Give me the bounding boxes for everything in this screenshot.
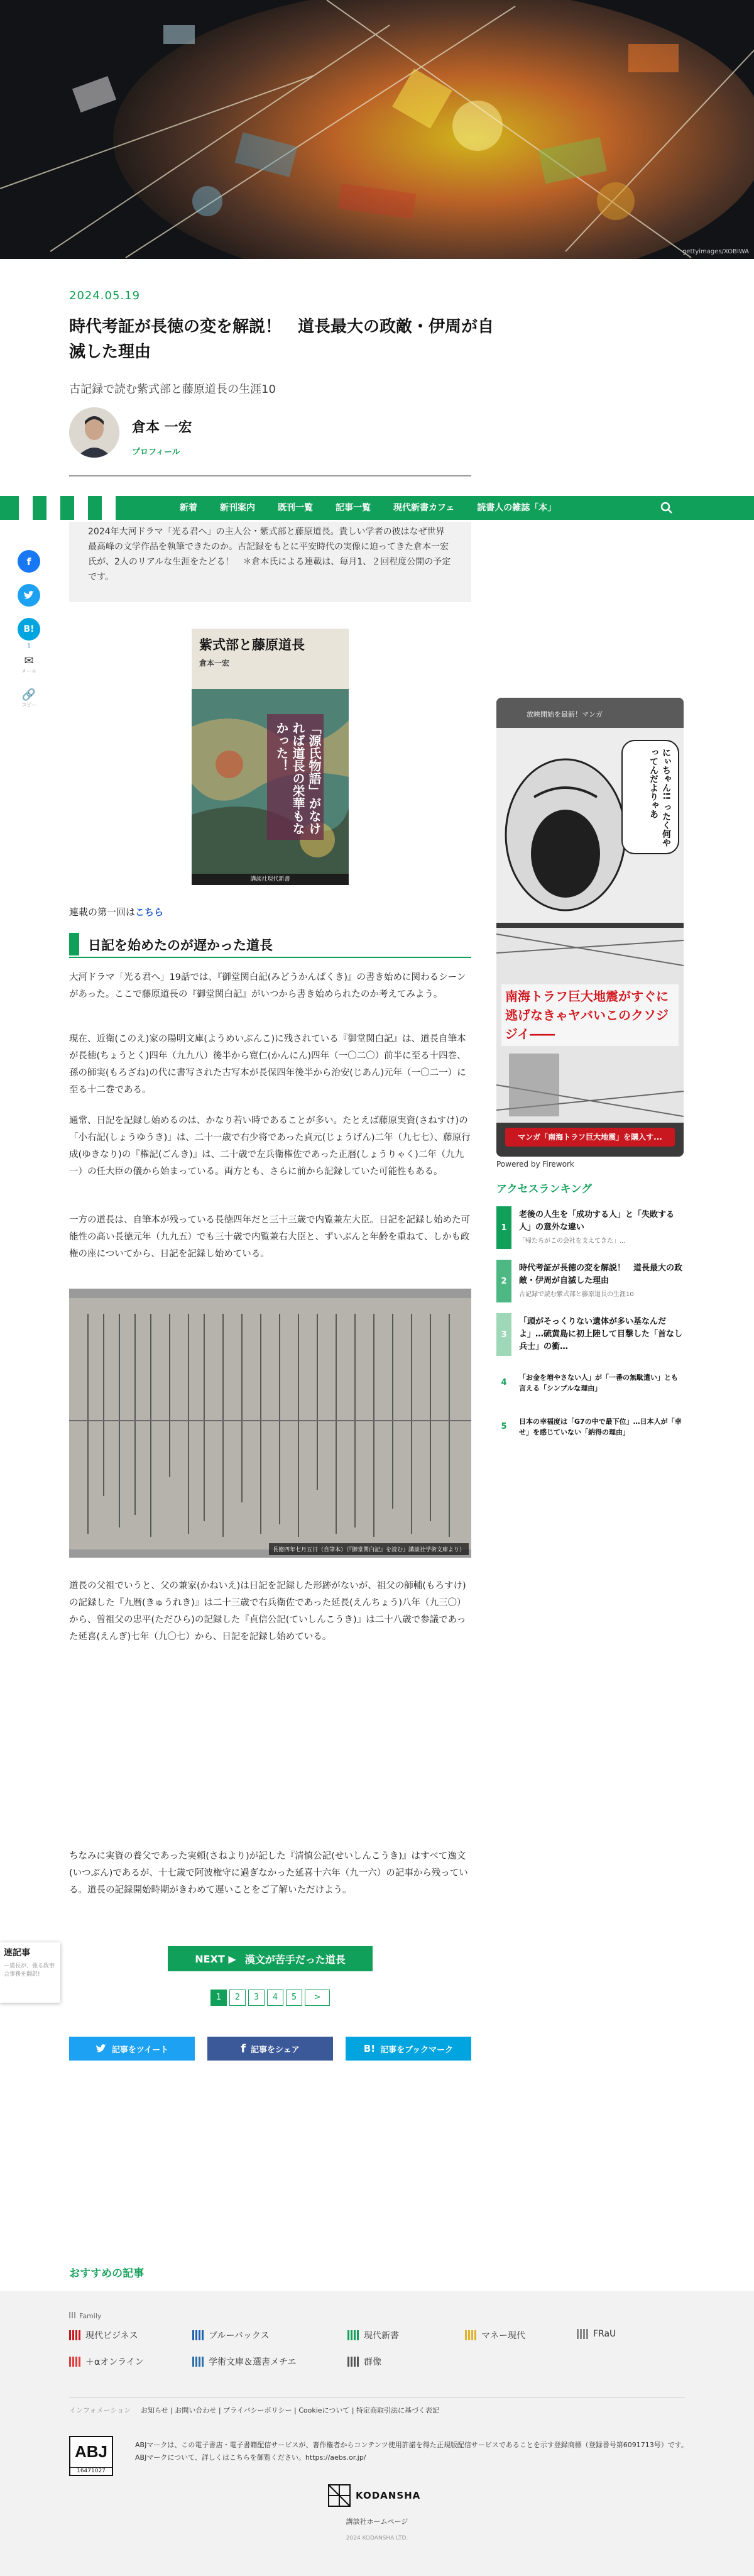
- search-icon[interactable]: [660, 501, 674, 515]
- article-lead: 2024年大河ドラマ「光る君へ」の主人公・紫式部と藤原道長。貴しい学者の彼はなぜ世界最高峰の文学作品を執筆できたのか。古記録をもとに平安時代の実像に迫ってきた倉本一宏氏が、2人のリアルな生涯をたどる！ ＊倉本氏による連載は、毎月1、２回程度公開の予定です。: [69, 522, 471, 602]
- recommended-heading: おすすめの記事: [69, 2267, 145, 2280]
- page-1[interactable]: 1: [210, 1990, 227, 2006]
- book-band: 講談社現代新書: [192, 874, 349, 885]
- abj-number: 16471027: [70, 2467, 112, 2474]
- rank-number: 1: [496, 1206, 511, 1249]
- first-episode-link[interactable]: こちら: [135, 906, 164, 918]
- facebook-share-button[interactable]: [207, 2037, 333, 2061]
- manga-panel-1: [496, 728, 684, 923]
- author-block: [69, 407, 471, 476]
- hero-credit: gettyimages/XOBIWA: [682, 248, 749, 255]
- page-3[interactable]: 3: [248, 1990, 265, 2006]
- copy-label: コピー: [21, 702, 36, 708]
- mail-label: メール: [21, 668, 36, 674]
- nav-cafe[interactable]: 現代新書カフェ: [393, 503, 455, 513]
- family-link-label: 学術文庫＆選書メチエ: [209, 2357, 297, 2367]
- next-label: NEXT ▶: [195, 1952, 236, 1965]
- hb-label: 記事をブックマーク: [380, 2045, 454, 2055]
- rank-title: 「頭がそっくりない遺体が多い基なんだよ」…硫黄島に初上陸して目撃した「首なし兵士」の衝…: [519, 1317, 683, 1351]
- hatena-bookmark-icon[interactable]: B!: [18, 618, 40, 641]
- nav-hon[interactable]: 読書人の雑誌「本」: [477, 503, 557, 513]
- copy-link-icon[interactable]: 🔗 コピー: [18, 688, 40, 708]
- manga-widget[interactable]: [496, 698, 684, 1157]
- ranking-title: アクセスランキング: [496, 1183, 592, 1196]
- manga-panel-1-text: にぃちゃん!! ったく何やってんだよりゃあ: [648, 748, 671, 847]
- book-author: 倉本一宏: [199, 659, 230, 668]
- family-link-label: ＋αオンライン: [85, 2357, 144, 2367]
- kodansha-name: KODANSHA: [356, 2490, 421, 2501]
- related-popup[interactable]: [0, 1942, 60, 2003]
- first-episode-prefix: 連載の第一回は: [69, 906, 136, 918]
- family-link-gendai-business[interactable]: [69, 2329, 138, 2342]
- twitter-icon: [96, 2044, 107, 2054]
- kodansha-home-link[interactable]: 講談社ホームページ: [346, 2518, 408, 2526]
- article-date: 2024.05.19: [69, 289, 141, 302]
- fb-label: 記事をシェア: [251, 2045, 300, 2055]
- next-page-button[interactable]: [168, 1946, 373, 1971]
- page-2[interactable]: 2: [229, 1990, 246, 2006]
- heading-text: 日記を始めたのが遅かった道長: [88, 938, 273, 953]
- paragraph-2: 現在、近衛(このえ)家の陽明文庫(ようめいぶんこ)に残されている『御堂関白記』は、道長自筆本が長徳(ちょうとく)四年（九九八）後半から寛仁(かんにん)四年（一〇二〇）前半に至る十四巻、孫の師実(もろざね)の代に書写された古写本が長保四年後半から治安(じあん)元年（一〇二一）に至る十二巻である。: [69, 1034, 466, 1095]
- tweet-button[interactable]: [69, 2037, 195, 2061]
- rank-title: 時代考証が長徳の変を解説！ 道長最大の政敵・伊周が自滅した理由: [519, 1263, 683, 1285]
- rank-title: 老後の人生を「成功する人」と「失敗する人」の意外な違い: [519, 1210, 675, 1232]
- ranking-item[interactable]: [496, 1367, 684, 1405]
- nav-new[interactable]: 新着: [180, 503, 197, 513]
- facebook-icon: f: [241, 2042, 246, 2056]
- book-head: [192, 629, 349, 689]
- book-title: 紫式部と藤原道長: [199, 637, 305, 652]
- rank-number: 2: [496, 1260, 511, 1302]
- manga-buy-button[interactable]: マンガ「南海トラフ巨大地震」を購入す...: [505, 1128, 675, 1147]
- book-cover-text: 「源氏物語」がなければ道長の栄華もなかった！: [274, 722, 322, 835]
- facebook-share-icon[interactable]: f: [18, 550, 40, 573]
- family-link-label: ブルーバックス: [209, 2331, 270, 2341]
- manuscript-photo: [69, 1289, 471, 1558]
- side-share-bar: [18, 550, 43, 722]
- paragraph-6: ちなみに実資の養父であった実頼(さねより)が記した『清慎公記(せいしんこうき)』はすべて逸文(いつぶん)であるが、十七歳で阿波権守に過ぎなかった延喜十六年（九一六）の記事から残っている。道長の記録開始時期がきわめて遅いことをご了解いただけよう。: [69, 1851, 468, 1895]
- paragraph-5: 道長の父祖でいうと、父の兼家(かねいえ)は日記を記録した形跡がないが、祖父の師輔(もろすけ)の記録した『九暦(きゅうれき)』は二十三歳で右兵衛佐であった延長(えんちょう)八年（九三〇）から、曽祖父の忠平(ただひら)の記録した『貞信公記(ていしんこうき)』は二十八歳で参議であった延喜(えんぎ)七年（九〇七）から、日記を記録し始めている。: [69, 1581, 466, 1642]
- page-next[interactable]: >: [305, 1990, 330, 2006]
- paragraph-4: 一方の道長は、自筆本が残っている長徳四年だと三十三歳で内覧兼左大臣。日記を記録し始めた可能性の高い長徳元年（九九五）でも三十歳で内覧兼右大臣と、ずいぶんと年齢を重ねて、しかも政権の座についてから、日記を記録し始めている。: [69, 1215, 470, 1259]
- tweet-label: 記事をツイート: [111, 2045, 169, 2055]
- rank-title: 日本の幸福度は「G7の中で最下位」…日本人が「幸せ」を感じていない「納得の理由」: [519, 1417, 682, 1436]
- global-nav: [0, 496, 754, 520]
- manga-panel-2: [496, 928, 684, 1123]
- heading-bar: [69, 933, 79, 955]
- author-avatar: [69, 407, 119, 458]
- abj-mark-icon: [69, 2436, 113, 2476]
- hatena-icon: B!: [363, 2043, 376, 2054]
- book-promo[interactable]: [192, 629, 349, 885]
- copyright: 2024 KODANSHA LTD.: [346, 2535, 408, 2541]
- manga-header: 放映開始を最新！マンガ: [496, 698, 684, 728]
- book-cover: [192, 689, 349, 885]
- hatena-bookmark-button[interactable]: [346, 2037, 471, 2061]
- page-5[interactable]: 5: [286, 1990, 302, 2006]
- family-link-frau[interactable]: [577, 2329, 616, 2339]
- ranking-item[interactable]: [496, 1204, 684, 1254]
- rank-number: 3: [496, 1313, 511, 1356]
- rank-subtitle: 「帰たちがこの会社を支えてきた」...: [519, 1238, 626, 1245]
- family-link-label: FRaU: [593, 2329, 616, 2339]
- nav-articles[interactable]: 記事一覧: [336, 503, 371, 513]
- info-links[interactable]: [69, 2397, 685, 2415]
- kodansha-logo[interactable]: [328, 2480, 429, 2511]
- family-link-gunzo[interactable]: [347, 2355, 381, 2368]
- site-footer: [0, 2291, 754, 2576]
- next-title: 漢文が苦手だった道長: [244, 1953, 346, 1966]
- twitter-share-icon[interactable]: [18, 584, 40, 607]
- ranking-item[interactable]: [496, 1257, 684, 1307]
- nav-catalog[interactable]: 既刊一覧: [278, 503, 313, 513]
- family-link-label: 群像: [364, 2357, 381, 2367]
- paragraph-3: 通常、日記を記録し始めるのは、かなり若い時であることが多い。たとえば藤原実資(さねすけ)の「小右記(しょうゆうき)」は、二十一歳で右少将であった貞元(じょうげん)二年（九七七）、藤原行成(ゆきなり)の『権記(ごんき)』は、二十歳で左兵衛権佐であった正暦(しょうりゃく)二年（九九一）の任大臣の儀から始まっている。両方とも、さらに前から記録していた可能性もある。: [69, 1116, 471, 1177]
- info-links-text[interactable]: お知らせ | お問い合わせ | プライバシーポリシー | Cookieについて | 特定商取引法に基づく表記: [141, 2406, 440, 2414]
- hatena-count: 1: [27, 643, 31, 649]
- pagination: [210, 1990, 330, 2006]
- ranking-item[interactable]: [496, 1411, 684, 1449]
- info-label: インフォメーション: [69, 2406, 131, 2414]
- family-link-gakujutsu[interactable]: [192, 2355, 296, 2368]
- family-link-money-gendai[interactable]: [465, 2329, 525, 2342]
- family-link-bluebacks[interactable]: [192, 2329, 270, 2342]
- hero-image: [0, 0, 754, 259]
- nav-new-releases[interactable]: 新刊案内: [220, 503, 255, 513]
- powered-by: Powered by Firework: [496, 1160, 574, 1169]
- rank-number: 4: [501, 1377, 507, 1387]
- author-name: 倉本 一宏: [132, 420, 192, 436]
- site-logo[interactable]: [19, 496, 116, 520]
- photo-caption: 長徳四年七月五日（自筆本）（『御堂関白記』を読む』講談社学術文庫より）: [269, 1543, 469, 1555]
- rank-number: 5: [501, 1421, 507, 1431]
- article-title: 時代考証が長徳の変を解説！ 道長最大の政敵・伊周が自滅した理由: [69, 317, 494, 361]
- family-label: [69, 2312, 101, 2320]
- kodansha-logo-icon: [328, 2484, 351, 2507]
- rank-title: 「お金を増やさない人」が「一番の無駄遣い」とも言える「シンプルな理由」: [519, 1373, 678, 1392]
- family-link-label: マネー現代: [481, 2331, 525, 2341]
- family-link-plus-alpha[interactable]: [69, 2355, 144, 2368]
- family-link-gendai-shinsho[interactable]: [347, 2329, 399, 2342]
- page-4[interactable]: 4: [267, 1990, 283, 2006]
- paragraph-1: 大河ドラマ「光る君へ」19話では、『御堂関白記(みどうかんぱくき)』の書き始めに関わるシーンがあった。ここで藤原道長の『御堂関白記』がいつから書き始められたのか考えてみよう。: [69, 972, 466, 999]
- hero-abstract-art: [0, 0, 754, 259]
- abj-text: ABJマークは、この電子書店・電子書籍配信サービスが、著作権者からコンテンツ使用許諾を得た正規版配信サービスであることを示す登録商標（登録番号第6091713号）です。ABJマークについて、詳しくはこちらを御覧ください。https://aebs.or.jp/: [135, 2441, 688, 2462]
- rank-subtitle: 古記録で読む紫式部と藤原道長の生涯10: [519, 1291, 634, 1298]
- article-subtitle: 古記録で読む紫式部と藤原道長の生涯10: [69, 383, 276, 396]
- ranking-item[interactable]: [496, 1311, 684, 1361]
- mail-icon[interactable]: ✉ メール: [18, 654, 40, 674]
- family-label-text: Family: [79, 2312, 102, 2320]
- author-profile-link[interactable]: プロフィール: [132, 448, 180, 457]
- family-link-label: 現代新書: [364, 2331, 399, 2341]
- manga-panel-2-caption: 南海トラフ巨大地震がすぐに逃げなきゃヤバいこのクソジジイ――: [501, 984, 679, 1046]
- popup-title: 連記事: [4, 1948, 30, 1958]
- section-heading: [69, 930, 471, 958]
- popup-text: ー道長が、強る政事会事務を翻訳!: [4, 1963, 55, 1978]
- first-episode-line: [69, 905, 163, 918]
- svg-text:ABJ: ABJ: [74, 2442, 108, 2461]
- family-link-label: 現代ビジネス: [85, 2331, 138, 2341]
